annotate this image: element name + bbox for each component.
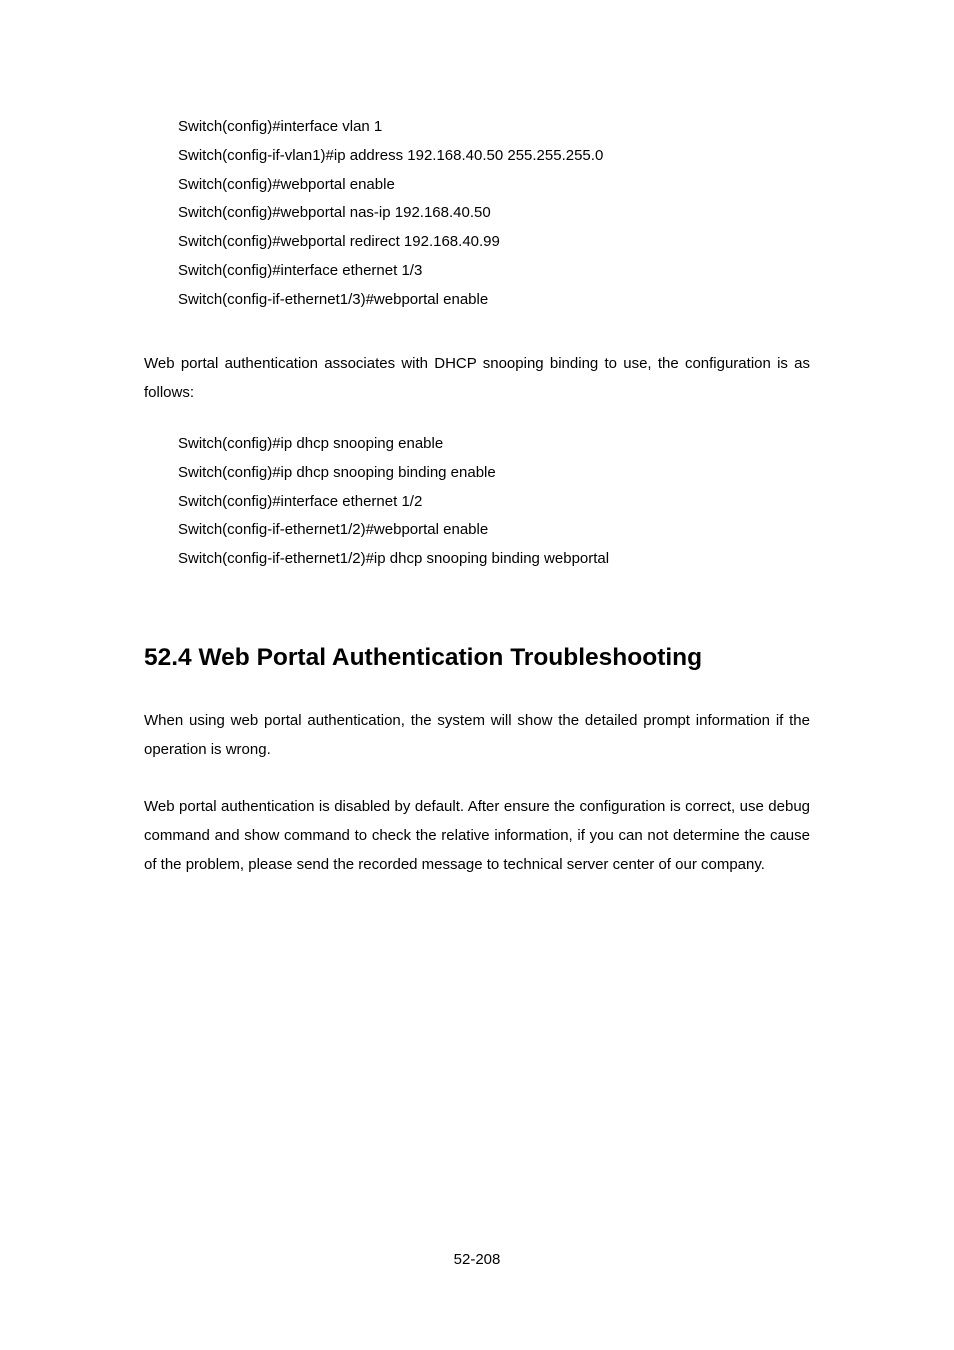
command-line: Switch(config-if-vlan1)#ip address 192.168.40.50 255.255.255.0: [178, 146, 604, 164]
page-number: 52-208: [453, 1251, 501, 1268]
command-line: Switch(config)#ip dhcp snooping enable: [178, 435, 444, 452]
command-block-dhcp: [178, 430, 818, 574]
command-line: Switch(config)#webportal enable: [178, 175, 395, 193]
section-heading: 52.4 Web Portal Authentication Troubleshooting: [144, 644, 703, 671]
command-line: Switch(config)#interface ethernet 1/3: [178, 261, 423, 279]
command-line: Switch(config)#webportal nas-ip 192.168.40.50: [178, 204, 491, 222]
command-line: Switch(config)#interface vlan 1: [178, 118, 383, 135]
command-line: Switch(config-if-ethernet1/2)#ip dhcp snooping binding webportal: [178, 550, 610, 568]
command-line: Switch(config)#webportal redirect 192.168.40.99: [178, 233, 500, 251]
command-line: Switch(config)#interface ethernet 1/2: [178, 492, 423, 510]
command-block-webportal: [178, 113, 818, 315]
paragraph-dhcp-snooping: Web portal authentication associates with DHCP snooping binding to use, the configuration is as follows:: [144, 355, 810, 401]
command-line: Switch(config)#ip dhcp snooping binding enable: [178, 463, 496, 481]
command-line: Switch(config-if-ethernet1/2)#webportal enable: [178, 521, 489, 539]
paragraph-prompt-information: When using web portal authentication, the system will show the detailed prompt information if the operation is wrong.: [144, 712, 810, 758]
command-line: Switch(config-if-ethernet1/3)#webportal enable: [178, 290, 489, 308]
paragraph-default-disabled: Web portal authentication is disabled by default. After ensure the configuration is correct, use debug command and show command to check the relative information, if you can not determine the cause of the problem, please send the recorded message to technical server center of our company.: [144, 798, 810, 873]
